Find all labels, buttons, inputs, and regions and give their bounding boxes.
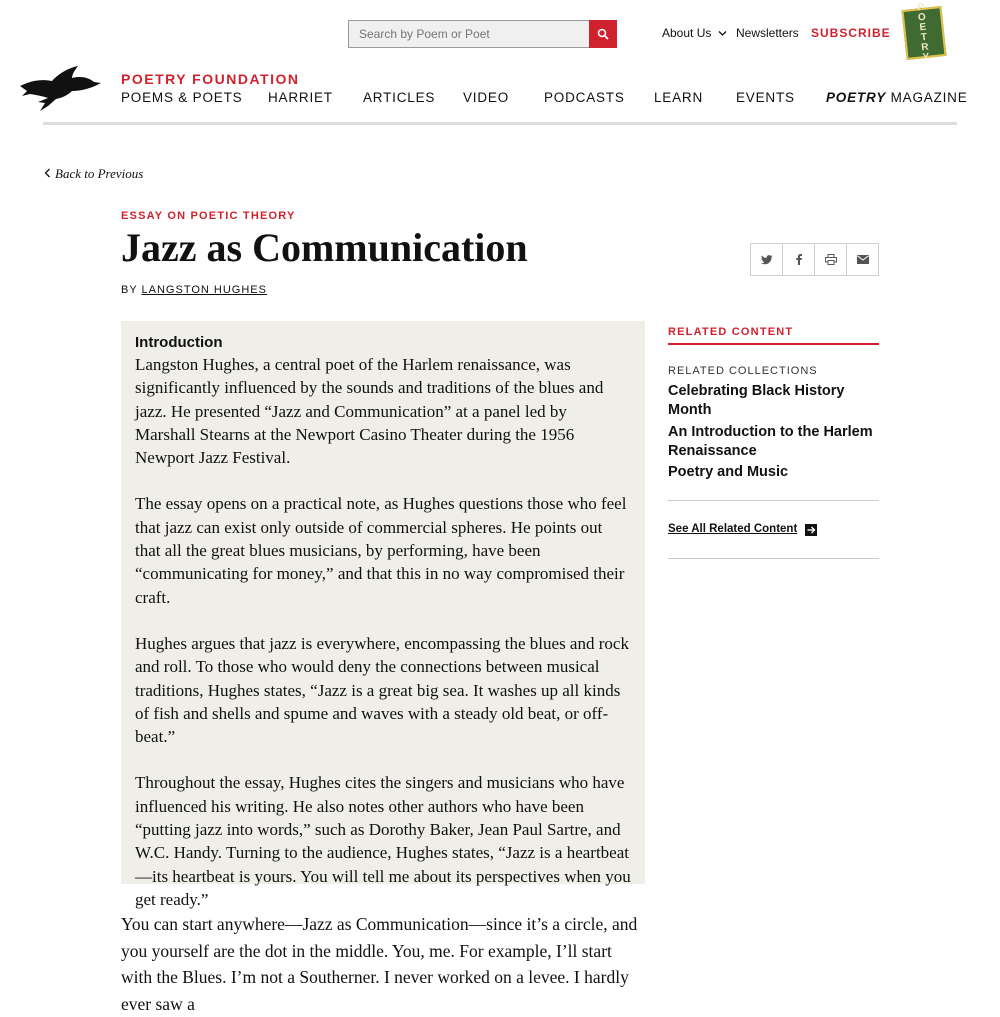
badge-letter: O <box>917 11 928 24</box>
nav-events[interactable]: EVENTS <box>736 90 795 105</box>
badge-letter: E <box>919 21 928 34</box>
related-link-harlem-renaissance[interactable]: An Introduction to the Harlem Renaissance <box>668 424 873 459</box>
nav-video[interactable]: VIDEO <box>463 90 510 105</box>
nav-harriet[interactable]: HARRIET <box>268 90 333 105</box>
sidebar-divider <box>668 500 879 501</box>
related-link-black-history[interactable]: Celebrating Black History Month <box>668 383 845 418</box>
arrow-right-icon[interactable] <box>805 524 817 536</box>
nav-magazine-rest: MAGAZINE <box>886 90 968 105</box>
chevron-down-icon <box>718 30 727 37</box>
about-us-label: About Us <box>662 26 712 40</box>
badge-letter: R <box>920 41 931 54</box>
search-icon <box>597 28 609 40</box>
nav-podcasts[interactable]: PODCASTS <box>544 90 625 105</box>
pegasus-logo-icon[interactable] <box>18 62 102 112</box>
badge-letter: Y <box>922 51 931 64</box>
nav-poems-poets[interactable]: POEMS & POETS <box>121 90 243 105</box>
byline <box>121 284 267 296</box>
page-title: Jazz as Communication <box>121 225 528 270</box>
twitter-icon <box>761 255 773 265</box>
article-kicker: ESSAY ON POETIC THEORY <box>121 210 296 222</box>
intro-paragraph: Langston Hughes, a central poet of the Harlem renaissance, was significantly influenced by the sounds and traditions of the blues and jazz. He presented “Jazz and Communication” at a panel led by Marshall Stearns at the Newport Casino Theater during the 1956 Newport Jazz Festival. <box>135 355 604 468</box>
author-link[interactable]: LANGSTON HUGHES <box>141 284 267 296</box>
print-button[interactable] <box>815 244 847 275</box>
related-content-heading: RELATED CONTENT <box>668 326 794 338</box>
intro-paragraph: Hughes argues that jazz is everywhere, encompassing the blues and rock and roll. To those who would deny the connections between musical traditions, Hughes states, “Jazz is a great big sea. It washes up all kinds of fish and shells and spume and waves with a steady old beat, or off-beat.” <box>135 633 629 747</box>
about-us-menu[interactable] <box>662 26 727 40</box>
facebook-icon <box>796 254 802 265</box>
nav-magazine-bold: POETRY <box>826 90 887 105</box>
share-facebook-button[interactable] <box>783 244 815 275</box>
search-input[interactable] <box>348 20 590 48</box>
related-link-poetry-music[interactable]: Poetry and Music <box>668 464 789 480</box>
introduction-box <box>121 321 645 909</box>
badge-letter: P <box>916 1 926 14</box>
sidebar-divider <box>668 558 879 559</box>
share-email-button[interactable] <box>847 244 878 275</box>
back-label: Back to Previous <box>55 166 144 181</box>
email-icon <box>857 255 869 264</box>
subscribe-link[interactable]: SUBSCRIBE <box>811 26 891 40</box>
search-button[interactable] <box>589 20 617 48</box>
nav-learn[interactable]: LEARN <box>654 90 704 105</box>
related-collections-label: RELATED COLLECTIONS <box>668 365 818 377</box>
badge-letter: T <box>920 31 929 44</box>
byline-prefix: BY <box>121 284 142 296</box>
related-content-rule <box>668 343 879 345</box>
nav-poetry-magazine[interactable] <box>826 90 968 105</box>
intro-heading: Introduction <box>135 334 223 351</box>
poetry-magazine-badge[interactable] <box>901 1 946 64</box>
chevron-left-icon <box>44 168 51 178</box>
see-all-related-link[interactable]: See All Related Content <box>668 523 798 535</box>
back-to-previous-link[interactable] <box>44 166 143 182</box>
brand-name[interactable]: POETRY FOUNDATION <box>121 71 300 87</box>
intro-paragraph: Throughout the essay, Hughes cites the singers and musicians who have influenced his writing. He also notes other authors who have been “putting jazz into words,” such as Dorothy Baker, Jean Paul Sartre, and W.C. Handy. Turning to the audience, Hughes states, “Jazz is a heartbeat —its heartbeat is yours. You will tell me about its perspectives when you get ready.” <box>135 773 631 909</box>
print-icon <box>825 254 837 265</box>
article-body-paragraph: You can start anywhere—Jazz as Communication—since it’s a circle, and you yourself are the dot in the middle. You, me. For example, I’ll start with the Blues. I’m not a Southerner. I never worked on a levee. I hardly ever saw a <box>121 914 638 1014</box>
newsletters-link[interactable]: Newsletters <box>736 26 799 40</box>
share-twitter-button[interactable] <box>751 244 783 275</box>
nav-articles[interactable]: ARTICLES <box>363 90 436 105</box>
header-divider <box>43 122 957 125</box>
intro-paragraph: The essay opens on a practical note, as Hughes questions those who feel that jazz can exist only outside of commercial spheres. He points out that all the great blues musicians, by performing, have been “communicating for money,” and that this in no way compromised their craft. <box>135 494 627 607</box>
share-toolbar <box>750 243 879 276</box>
